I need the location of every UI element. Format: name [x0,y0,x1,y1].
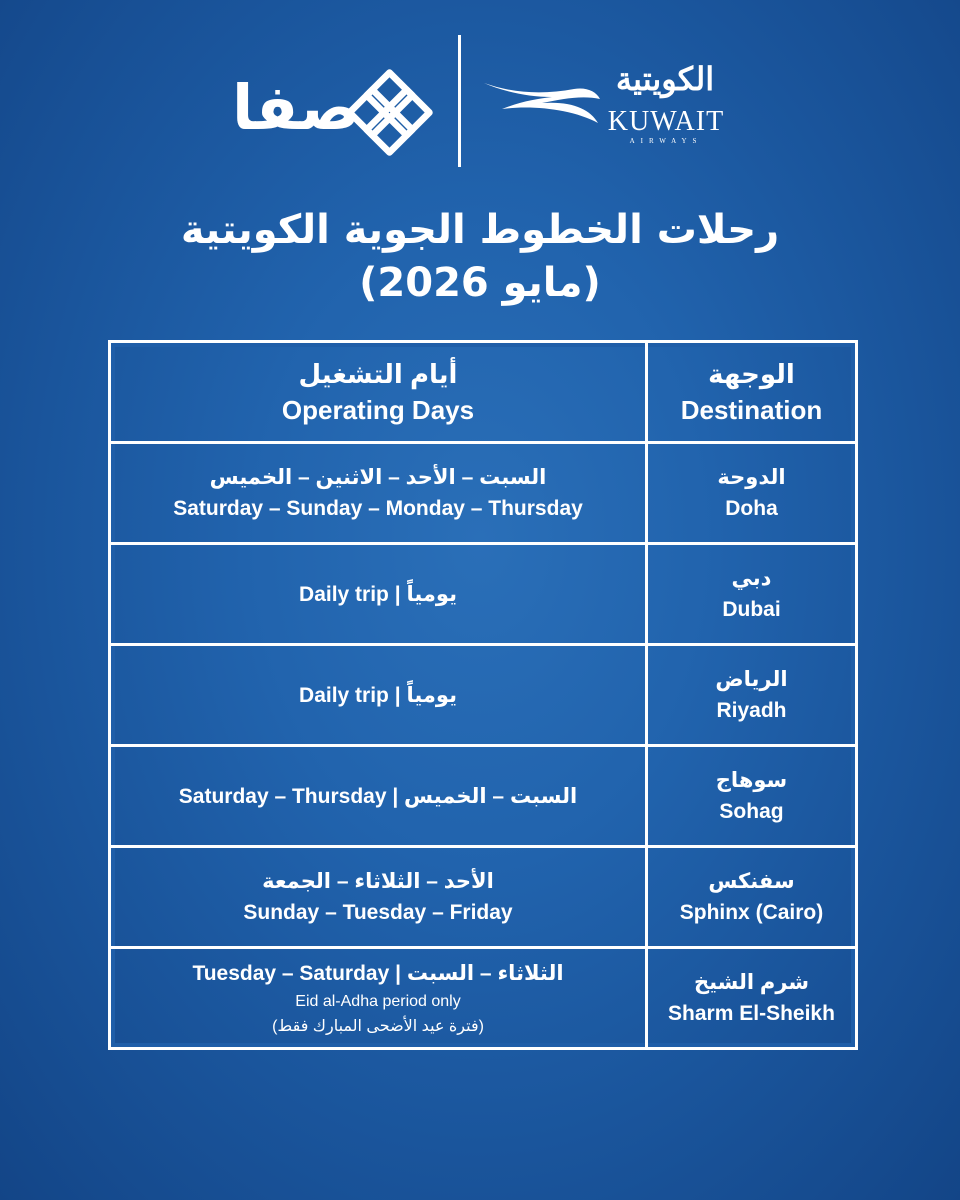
destination-en: Sphinx (Cairo) [679,901,824,924]
destination-ar: الرياض [715,668,788,691]
table-header-row [110,342,857,443]
page-subtitle-month: (مايو 2026) [359,260,601,306]
days-cell [110,544,647,645]
destination-ar: سفنكس [708,870,795,893]
destination-en: Sohag [719,800,784,823]
page-title: رحلات الخطوط الجوية الكويتية [180,207,780,253]
days-ar: السبت – الأحد – الاثنين – الخميس [209,466,547,489]
destination-cell [647,746,857,847]
destination-cell [647,847,857,948]
days-cell [110,443,647,544]
days-mixed: Daily trip | يومياً [299,582,457,606]
kuwait-airways-arabic-name: الكويتية [615,60,715,98]
logo-divider [458,35,461,167]
kuwait-airways-english-name: KUWAIT [607,106,725,137]
destination-ar: شرم الشيخ [693,971,810,994]
days-note-ar: (فترة عيد الأضحى المبارك فقط) [272,1017,484,1035]
destination-en: Doha [725,497,778,520]
header-days-en: Operating Days [281,395,475,425]
destination-ar: الدوحة [717,466,786,489]
destination-cell [647,645,857,746]
header-days-ar: أيام التشغيل [298,359,458,389]
destination-ar: سوهاج [715,769,788,792]
destination-cell [647,948,857,1049]
days-cell [110,746,647,847]
flight-schedule-table [108,340,858,1050]
days-en: Saturday – Sunday – Monday – Thursday [173,497,583,520]
destination-cell [647,443,857,544]
days-ar: الأحد – الثلاثاء – الجمعة [262,870,494,893]
days-mixed: Daily trip | يومياً [299,683,457,707]
safa-logo [232,65,442,155]
header-destination-en: Destination [680,395,823,425]
destination-en: Dubai [722,598,781,621]
header-destination-ar: الوجهة [708,359,795,389]
safa-logo-text: صفا [232,71,360,144]
destination-ar: دبي [731,567,772,590]
safa-knot-icon [342,65,437,160]
table-row [110,746,857,847]
kuwait-airways-subtitle: AIRWAYS [629,137,703,145]
table-row [110,847,857,948]
days-note-en: Eid al-Adha period only [295,992,461,1010]
destination-en: Sharm El-Sheikh [668,1002,835,1025]
table-row [110,948,857,1049]
days-mixed: Saturday – Thursday | السبت – الخميس [178,784,578,808]
destination-en: Riyadh [716,699,787,722]
table-row [110,443,857,544]
days-cell [110,847,647,948]
days-mixed: Tuesday – Saturday | الثلاثاء – السبت [192,961,564,985]
header-destination [647,342,857,443]
days-en: Sunday – Tuesday – Friday [243,901,513,924]
table-row [110,645,857,746]
logo-bar [0,35,960,170]
header-operating-days [110,342,647,443]
table-row [110,544,857,645]
days-cell [110,645,647,746]
days-cell [110,948,647,1049]
kuwait-airways-bird-icon [482,79,602,129]
destination-cell [647,544,857,645]
